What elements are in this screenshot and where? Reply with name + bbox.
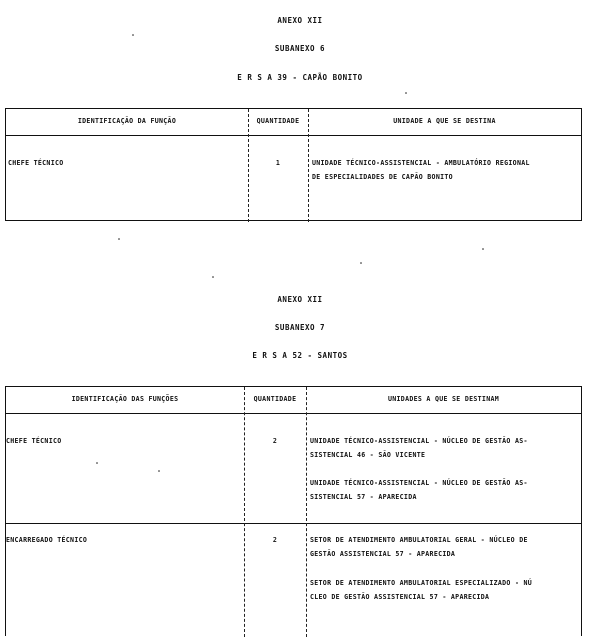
- row-function: CHEFE TÉCNICO: [6, 437, 62, 445]
- scan-speck: [132, 34, 134, 36]
- annex-title: ANEXO XII: [277, 295, 323, 304]
- row-unit-line: CLEO DE GESTÃO ASSISTENCIAL 57 - APARECIDA: [310, 593, 490, 601]
- subannex-title: SUBANEXO 6: [274, 44, 326, 53]
- row-function: CHEFE TÉCNICO: [8, 159, 64, 167]
- row-quantity: 1: [275, 159, 281, 167]
- row-unit-line: UNIDADE TÉCNICO-ASSISTENCIAL - NÚCLEO DE GESTÃO AS-: [310, 437, 528, 445]
- row-unit-line: SISTENCIAL 57 - APARECIDA: [310, 493, 417, 501]
- scan-speck: [118, 238, 120, 240]
- row-divider: [6, 523, 581, 524]
- column-divider: [306, 387, 307, 637]
- row-unit-line: SETOR DE ATENDIMENTO AMBULATORIAL ESPECIALIZADO - NÚ: [310, 579, 533, 587]
- column-divider: [244, 387, 245, 637]
- row-unit-line: UNIDADE TÉCNICO-ASSISTENCIAL - NÚCLEO DE GESTÃO AS-: [310, 479, 528, 487]
- header-quantity: QUANTIDADE: [253, 395, 297, 403]
- row-quantity: 2: [272, 437, 278, 445]
- functions-table: [5, 386, 582, 636]
- header-function: IDENTIFICAÇÃO DA FUNÇÃO: [77, 117, 177, 125]
- scan-speck: [158, 470, 160, 472]
- function-table: [5, 108, 582, 221]
- row-unit-line: UNIDADE TÉCNICO-ASSISTENCIAL - AMBULATÓRIO REGIONAL: [312, 159, 530, 167]
- header-function: IDENTIFICAÇÃO DAS FUNÇÕES: [71, 395, 179, 403]
- header-unit: UNIDADES A QUE SE DESTINAM: [387, 395, 499, 403]
- subannex-title: SUBANEXO 7: [274, 323, 326, 332]
- row-unit-line: DE ESPECIALIDADES DE CAPÃO BONITO: [312, 173, 453, 181]
- row-unit-line: GESTÃO ASSISTENCIAL 57 - APARECIDA: [310, 550, 456, 558]
- scan-speck: [482, 248, 484, 250]
- scan-speck: [212, 276, 214, 278]
- row-function: ENCARREGADO TÉCNICO: [6, 536, 88, 544]
- scan-speck: [96, 462, 98, 464]
- region-title: E R S A 39 - CAPÃO BONITO: [237, 73, 363, 82]
- annex-title: ANEXO XII: [277, 16, 323, 25]
- header-unit: UNIDADE A QUE SE DESTINA: [393, 117, 496, 125]
- region-title: E R S A 52 - SANTOS: [252, 351, 348, 360]
- header-divider: [6, 413, 581, 414]
- row-unit-line: SISTENCIAL 46 - SÃO VICENTE: [310, 451, 426, 459]
- row-unit-line: SETOR DE ATENDIMENTO AMBULATORIAL GERAL - NÚCLEO DE: [310, 536, 528, 544]
- header-divider: [6, 135, 581, 136]
- scan-speck: [405, 92, 407, 94]
- row-quantity: 2: [272, 536, 278, 544]
- header-quantity: QUANTIDADE: [256, 117, 300, 125]
- scan-speck: [360, 262, 362, 264]
